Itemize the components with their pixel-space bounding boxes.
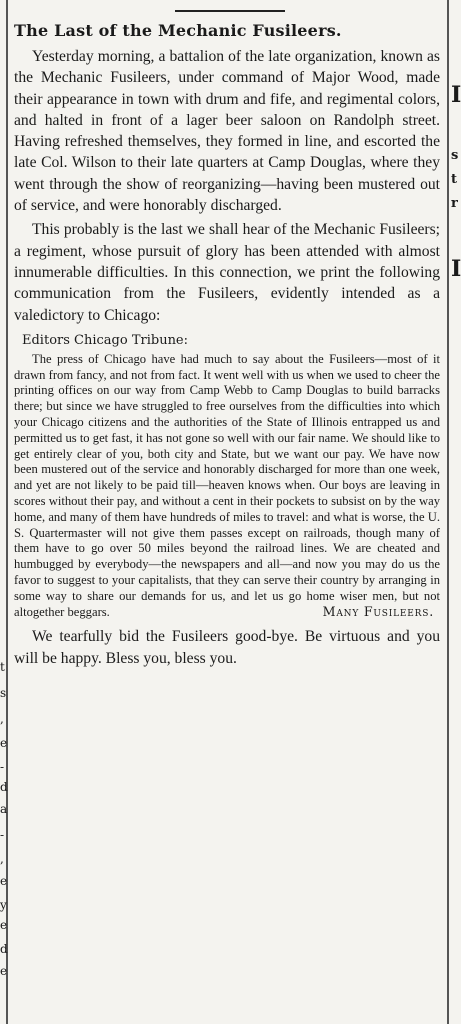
article-paragraph-1: Yesterday morning, a battalion of the late organization, known as the Mechanic Fusileers, under command of Major Wood, made their appearance in town with drum and fife, and regimental colors, and halted in front of a lager beer saloon on Randolph street. Having refreshed themselves, they formed in line, and escorted the late Col. Wilson to their late quarters at Camp Douglas, where they went through the show of reorganizing—having been mustered out of service, and were honorably discharged.	[14, 48, 440, 215]
margin-fragment: e	[0, 964, 8, 978]
margin-fragment: d	[0, 942, 8, 956]
margin-fragment: t	[0, 660, 5, 674]
margin-fragment: r	[451, 196, 458, 211]
article-column	[14, 16, 440, 669]
letter-body: The press of Chicago have had much to say about the Fusileers—most of it drawn from fancy, and not from fact. It went well with us when we used to cheer the printing offices on our way from Camp Webb to Camp Douglas to build barracks there; but since we have struggled to free ourselves from the difficulties into which your Chicago citizens and the authorities of the State of Illinois entrapped us and permitted us to get fast, it has not gone so well with our fair name. We should like to get entirely clear of you, both city and State, but we want our pay. We have now been mustered out of the service and honorably discharged for more than one week, and yet are not likely to be paid till—heaven knows when. Our boys are leaving in scores without their pay, and without a cent in their pockets to subsist on by the way home, and many of them have hundreds of miles to travel: and what is worse, the U. S. Quartermaster will not give them passes except on railroads, though many of them have to go over 50 miles beyond the railroad lines. We are cheated and humbugged by everybody—the newspapers and all—and now you may do us the favor to suggest to your capitalists, that they can serve their country by arranging in some way to share our demands for us, and let us go home wiser men, but not altogether beggars.	[14, 351, 440, 619]
margin-fragment: y	[0, 898, 7, 912]
article-paragraph-2: This probably is the last we shall hear of the Mechanic Fusileers; a regiment, whose pursuit of glory has been attended with almost innumerable difficulties. In this connection, we print the following communication from the Fusileers, evidently intended as a valedictory to Chicago:	[14, 221, 440, 324]
left-column-rule	[6, 0, 8, 1024]
margin-fragment: -	[0, 760, 5, 774]
margin-fragment: I	[451, 256, 461, 282]
right-column-fragment	[449, 0, 460, 1024]
letter-signature: Many Fusileers.	[322, 604, 434, 620]
margin-fragment: I	[451, 82, 461, 108]
margin-fragment: s	[451, 148, 459, 163]
article-closing: We tearfully bid the Fusileers good-bye. Be virtuous and you will be happy. Bless you, bless you.	[14, 628, 440, 667]
top-rule	[175, 10, 285, 12]
margin-fragment: -	[0, 828, 5, 842]
margin-fragment: s	[0, 686, 7, 700]
margin-fragment: d	[0, 780, 8, 794]
letter-signoff	[14, 604, 440, 620]
margin-fragment: e	[0, 874, 8, 888]
margin-fragment: ,	[0, 852, 4, 866]
margin-fragment: ,	[0, 712, 4, 726]
margin-fragment: e	[0, 918, 8, 932]
letter-salutation: Editors Chicago Tribune:	[22, 332, 189, 348]
margin-fragment: e	[0, 736, 8, 750]
margin-fragment: t	[451, 172, 458, 187]
article-headline: The Last of the Mechanic Fusileers.	[14, 21, 342, 40]
margin-fragment: a	[0, 802, 8, 816]
